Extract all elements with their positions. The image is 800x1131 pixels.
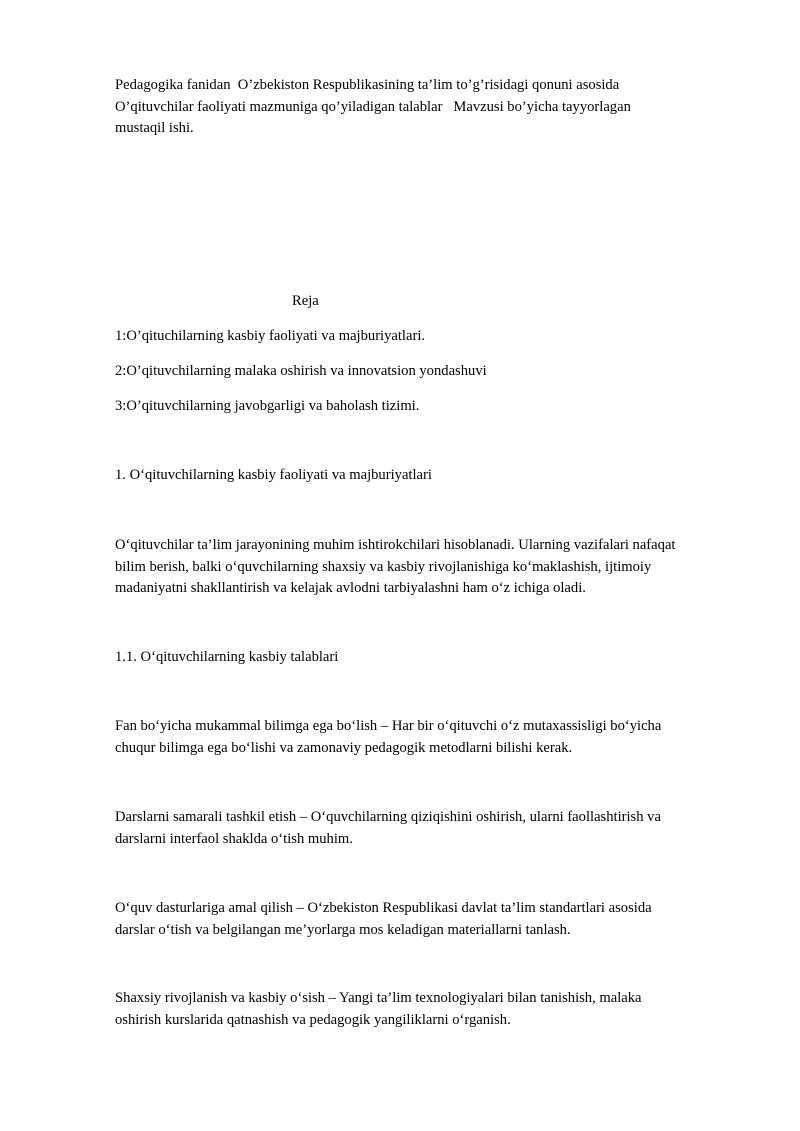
title-line: O’qituvchilar faoliyati mazmuniga qo’yiladigan talablar Mavzusi bo’yicha tayyorlagan — [115, 98, 631, 115]
requirement-paragraph — [115, 716, 740, 759]
section-paragraph — [115, 535, 740, 600]
paragraph-line: Fan bo‘yicha mukammal bilimga ega bo‘lish – Har bir o‘qituvchi o‘z mutaxassisligi bo‘yicha — [115, 718, 662, 734]
paragraph-line: darslarni interfaol shaklda o‘tish muhim. — [115, 830, 353, 847]
requirement-paragraph — [115, 988, 740, 1031]
paragraph-line: Darslarni samarali tashkil etish – O‘quvchilarning qiziqishini oshirish, ularni faollashtirish va — [115, 809, 661, 825]
paragraph-line: chuqur bilimga ega bo‘lishi va zamonaviy pedagogik metodlarni bilishi kerak. — [115, 739, 573, 756]
plan-item: 3:O’qituvchilarning javobgarligi va baholash tizimi. — [115, 398, 420, 414]
section-heading: 1. O‘qituvchilarning kasbiy faoliyati va majburiyatlari — [115, 467, 432, 483]
paragraph-line: madaniyatni shakllantirish va kelajak avlodni tarbiyalashni ham o‘z ichiga oladi. — [115, 580, 586, 596]
paragraph-line: bilim berish, balki o‘quvchilarning shaxsiy va kasbiy rivojlanishiga ko‘maklashish, ijtimoiy — [115, 558, 652, 575]
paragraph-line: darslar o‘tish va belgilangan me’yorlarga mos keladigan materiallarni tanlash. — [115, 921, 571, 938]
paragraph-line: Shaxsiy rivojlanish va kasbiy o‘sish – Yangi ta’lim texnologiyalari bilan tanishish, malaka — [115, 990, 642, 1006]
requirement-paragraph — [115, 898, 740, 941]
requirement-paragraph — [115, 807, 740, 850]
subsection-heading: 1.1. O‘qituvchilarning kasbiy talablari — [115, 649, 339, 665]
document-title — [115, 75, 740, 140]
paragraph-line: O‘qituvchilar ta’lim jarayonining muhim ishtirokchilari hisoblanadi. Ularning vazifalari nafaqat — [115, 537, 676, 553]
plan-heading: Reja — [292, 293, 319, 309]
plan-item: 2:O’qituvchilarning malaka oshirish va innovatsion yondashuvi — [115, 363, 487, 379]
paragraph-line: oshirish kurslarida qatnashish va pedagogik yangiliklarni o‘rganish. — [115, 1011, 511, 1028]
paragraph-line: O‘quv dasturlariga amal qilish – O‘zbekiston Respublikasi davlat ta’lim standartlari asosida — [115, 900, 652, 916]
title-line: mustaqil ishi. — [115, 120, 194, 136]
plan-item: 1:O’qituchilarning kasbiy faoliyati va majburiyatlari. — [115, 328, 426, 344]
title-line: Pedagogika fanidan O’zbekiston Respublikasining ta’lim to’g’risidagi qonuni asosida — [115, 77, 620, 93]
